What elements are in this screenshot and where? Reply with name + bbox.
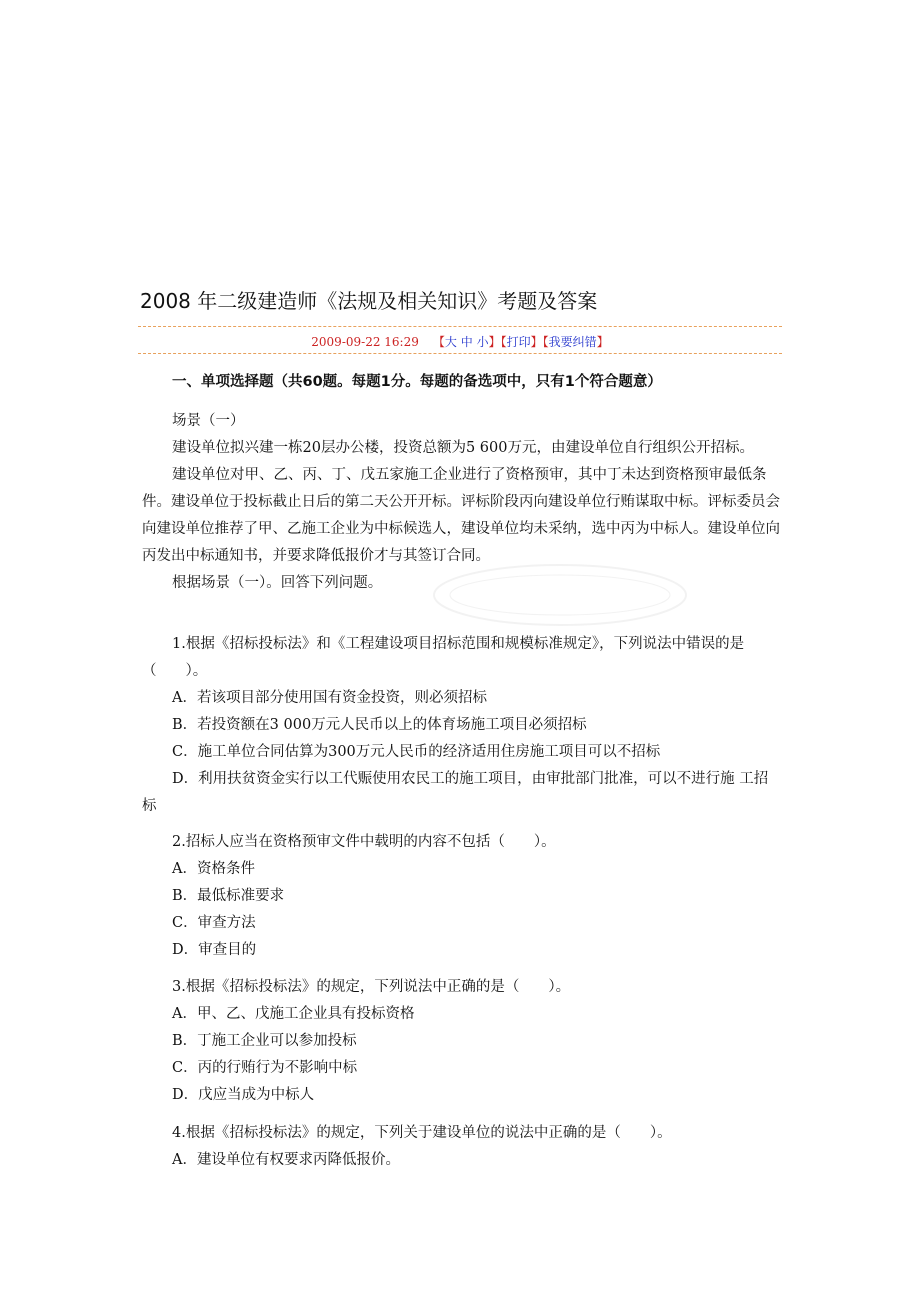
question-4 [142, 1120, 782, 1174]
divider-top [138, 326, 782, 327]
question-1 [142, 631, 782, 820]
option-c: C．审查方法 [172, 915, 256, 931]
print-bracket-open: 【 [500, 335, 507, 349]
option-a: A．甲、乙、戊施工企业具有投标资格 [172, 1006, 415, 1022]
option-a: A．资格条件 [172, 861, 255, 877]
option-b: B．若投资额在3 000万元人民币以上的体育场施工项目必须招标 [172, 717, 587, 733]
scenario-instruction: 根据场景（一）。回答下列问题。 [172, 575, 383, 591]
report-error-bracket-close: 】 [596, 335, 609, 349]
option-a: A．若该项目部分使用国有资金投资，则必须招标 [172, 690, 487, 706]
option-c: C．丙的行贿行为不影响中标 [172, 1060, 358, 1076]
font-size-bracket-open: 【 [432, 335, 445, 349]
option-b: B．丁施工企业可以参加投标 [172, 1033, 357, 1049]
question-stem: 3.根据《招标投标法》的规定，下列说法中正确的是（ ）。 [172, 979, 571, 995]
article-meta [138, 334, 782, 350]
watermark-logo [430, 560, 690, 630]
option-c: C．施工单位合同估算为300万元人民币的经济适用住房施工项目可以不招标 [172, 744, 661, 760]
font-size-small-link[interactable]: 小 [476, 335, 489, 349]
publish-date: 2009-09-22 16:29 [311, 335, 419, 349]
section-heading: 一、单项选择题（共60题。每题1分。每题的备选项中，只有1个符合题意） [172, 374, 662, 390]
option-d: D．审查目的 [172, 942, 257, 958]
scenario-paragraph: 建设单位对甲、乙、丙、丁、戊五家施工企业进行了资格预审，其中丁未达到资格预审最低条件。建设单位于投标截止日后的第二天公开开标。评标阶段丙向建设单位行贿谋取中标。评标委员会向建设单位推荐了甲、乙施工企业为中标候选人，建设单位均未采纳，选中丙为中标人。建设单位向丙发出中标通知书，并要求降低报价才与其签订合同。 [142, 467, 780, 564]
question-2 [142, 829, 782, 964]
question-3 [142, 974, 782, 1109]
question-stem: 2.招标人应当在资格预审文件中载明的内容不包括（ ）。 [172, 834, 556, 850]
option-b: B．最低标准要求 [172, 888, 285, 904]
question-stem: 4.根据《招标投标法》的规定，下列关于建设单位的说法中正确的是（ ）。 [172, 1125, 672, 1141]
option-d: D．利用扶贫资金实行以工代赈使用农民工的施工项目，由审批部门批准，可以不进行施 工招标 [142, 771, 769, 814]
divider-bottom [138, 353, 782, 354]
font-size-large-link[interactable]: 大 [444, 335, 457, 349]
print-bracket-close: 】 [530, 335, 543, 349]
print-link[interactable]: 打印 [506, 335, 531, 349]
report-error-bracket-open: 【 [542, 335, 549, 349]
option-a: A．建设单位有权要求丙降低报价。 [172, 1152, 400, 1168]
scenario-label: 场景（一） [172, 413, 245, 429]
scenario-paragraph: 建设单位拟兴建一栋20层办公楼，投资总额为5 600万元，由建设单位自行组织公开招标。 [172, 440, 754, 456]
report-error-link[interactable]: 我要纠错 [548, 335, 597, 349]
page-title: 2008 年二级建造师《法规及相关知识》考题及答案 [140, 289, 598, 313]
font-size-medium-link[interactable]: 中 [460, 335, 473, 349]
font-size-bracket-close: 】 [488, 335, 501, 349]
question-stem: 1.根据《招标投标法》和《工程建设项目招标范围和规模标准规定》，下列说法中错误的是（ ）。 [142, 636, 745, 679]
option-d: D．戊应当成为中标人 [172, 1087, 315, 1103]
